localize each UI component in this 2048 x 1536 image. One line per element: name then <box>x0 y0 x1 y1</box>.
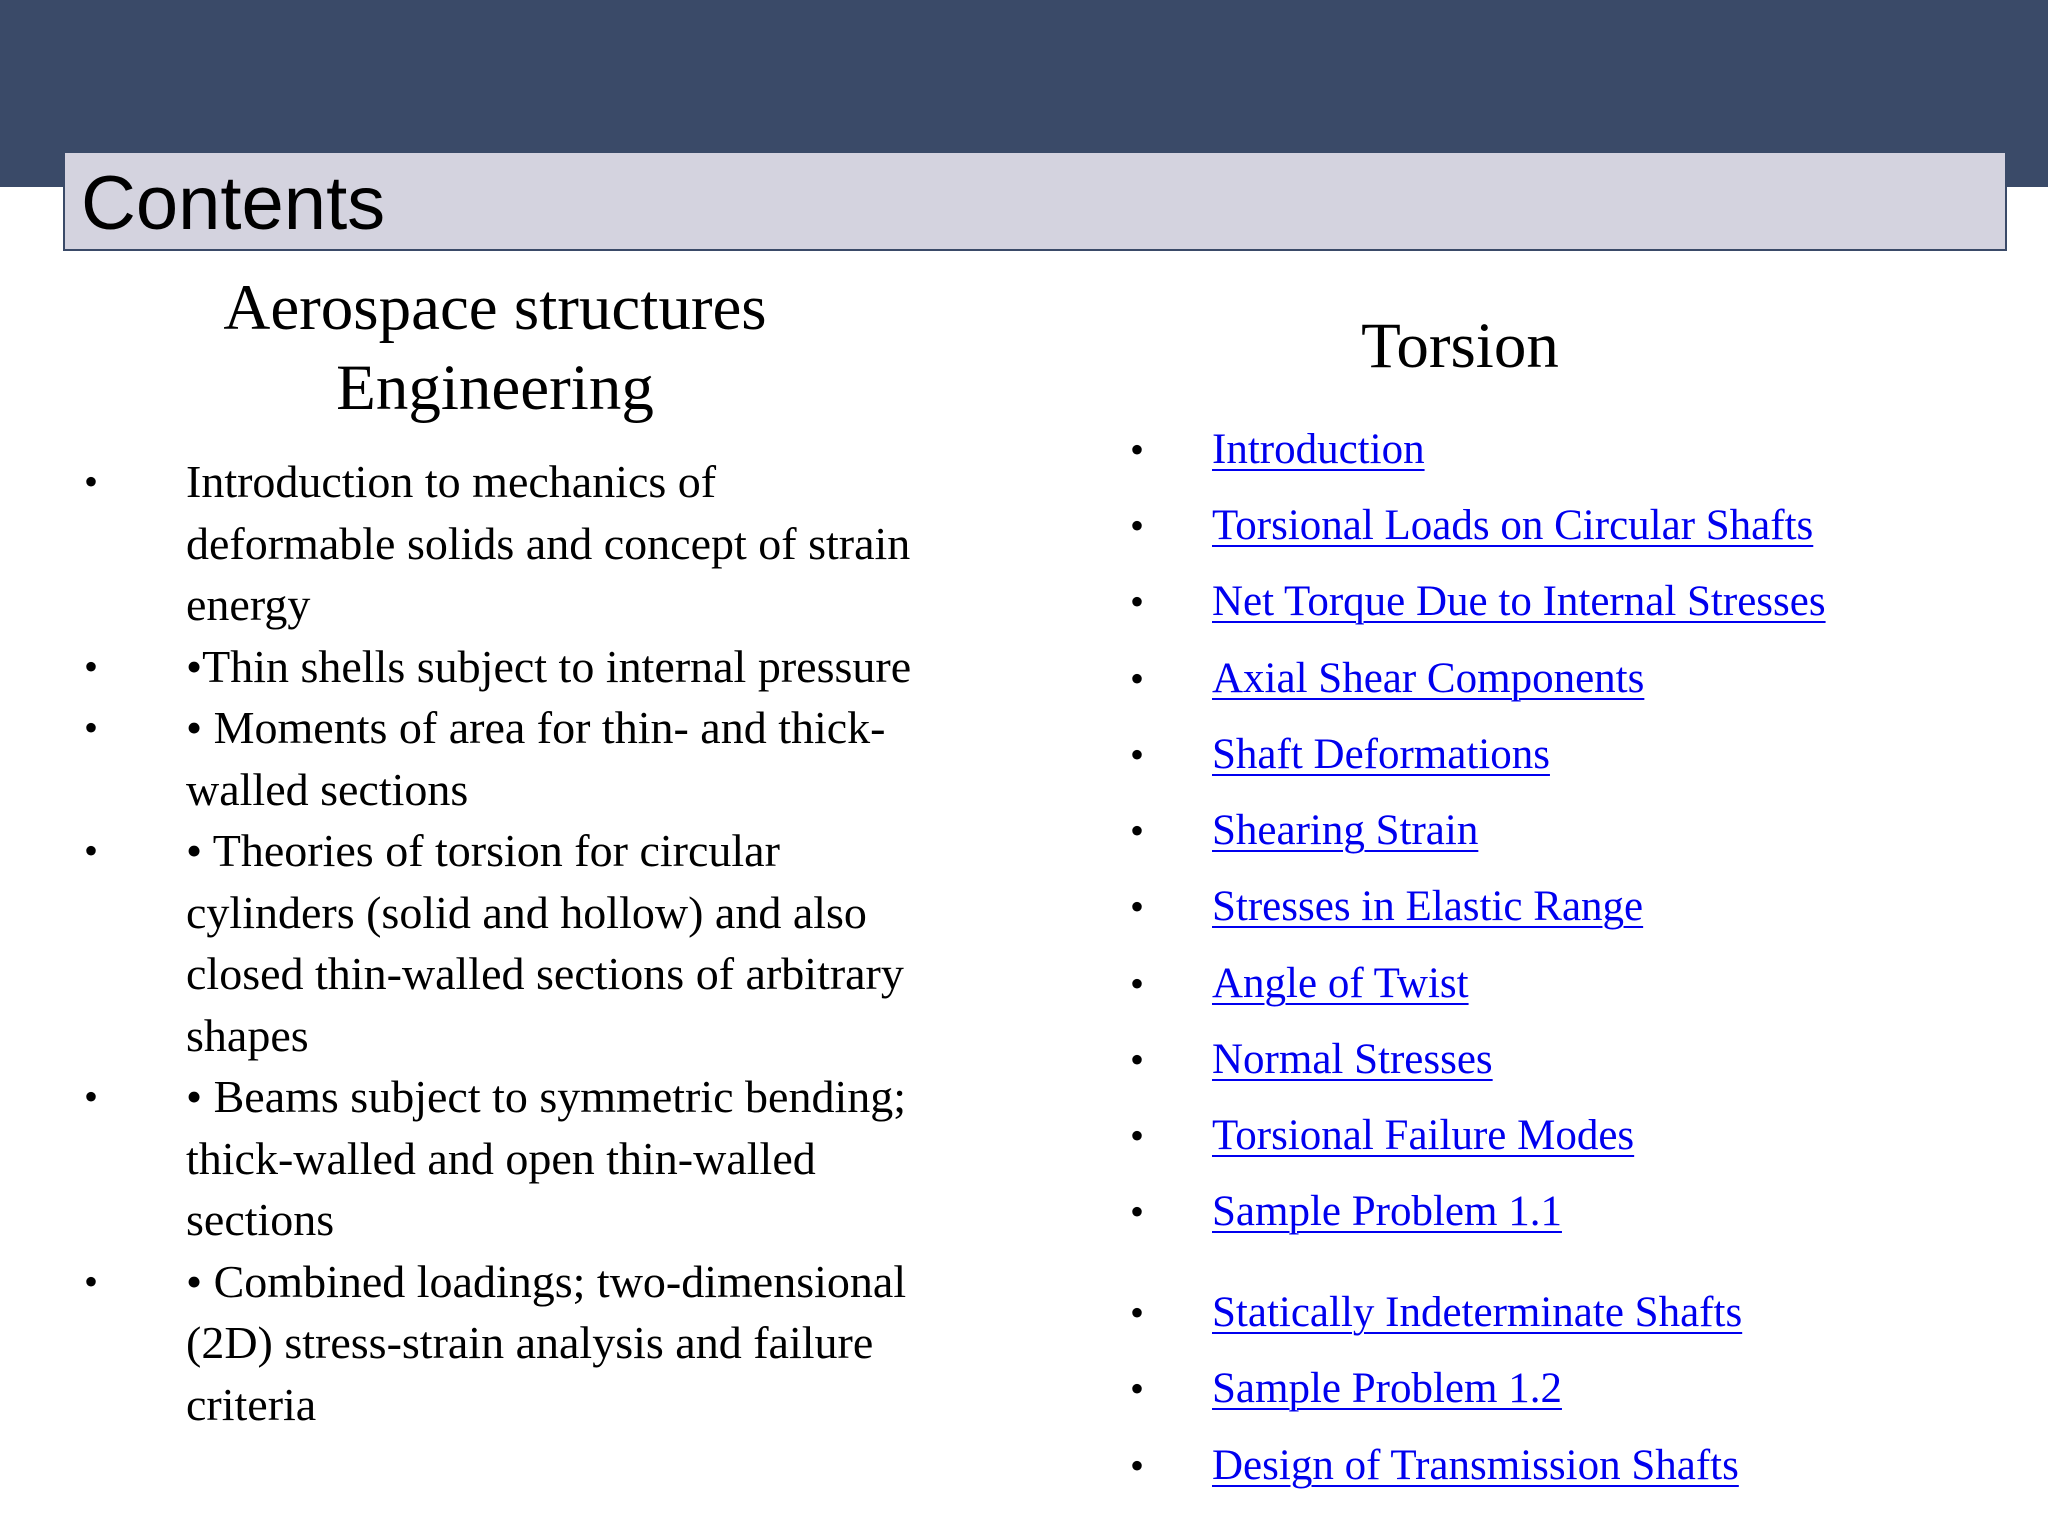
left-heading-line2: Engineering <box>336 352 654 424</box>
link-net-torque[interactable]: Net Torque Due to Internal Stresses <box>1212 578 1826 625</box>
link-axial-shear[interactable]: Axial Shear Components <box>1212 655 1645 702</box>
left-column-heading <box>80 268 910 428</box>
bullet: • <box>1130 1290 1145 1335</box>
bullet: • <box>1130 1443 1145 1488</box>
bullet: • <box>1130 656 1145 701</box>
bullet: • <box>1130 884 1145 929</box>
list-item <box>0 451 936 636</box>
bullet: • <box>1130 808 1145 853</box>
link-sample-problem-1-2[interactable]: Sample Problem 1.2 <box>1212 1365 1562 1412</box>
bullet: • <box>1130 1037 1145 1082</box>
page-title: Contents <box>81 161 386 246</box>
bullet: • <box>84 459 99 504</box>
bullet: • <box>1130 503 1145 548</box>
bullet: • <box>84 643 99 689</box>
link-torsional-loads[interactable]: Torsional Loads on Circular Shafts <box>1212 502 1814 549</box>
link-sample-problem-1-1[interactable]: Sample Problem 1.1 <box>1212 1188 1562 1235</box>
list-item <box>0 1251 936 1436</box>
link-design-transmission-shafts[interactable]: Design of Transmission Shafts <box>1212 1442 1739 1489</box>
list-item <box>0 697 936 820</box>
course-topics-list <box>0 451 936 1435</box>
bullet: • <box>1130 961 1145 1006</box>
link-statically-indeterminate[interactable]: Statically Indeterminate Shafts <box>1212 1289 1743 1336</box>
link-torsional-failure-modes[interactable]: Torsional Failure Modes <box>1212 1112 1635 1159</box>
list-item-text: • Combined loadings; two-dimensional (2D) stress-strain analysis and failure criteria <box>186 1255 907 1430</box>
bullet: • <box>1130 1366 1145 1411</box>
bullet: • <box>84 1074 99 1119</box>
list-item-text: • Theories of torsion for circular cylinders (solid and hollow) and also closed thin-walled sections of arbitrary shapes <box>186 825 904 1061</box>
bullet: • <box>1130 732 1145 777</box>
list-item-text: Introduction to mechanics of deformable solids and concept of strain energy <box>186 456 911 630</box>
list-item <box>0 820 936 1066</box>
list-item <box>0 636 936 698</box>
list-item-text: •Thin shells subject to internal pressure <box>186 640 912 692</box>
bullet: • <box>84 1258 99 1304</box>
link-shaft-deformations[interactable]: Shaft Deformations <box>1212 731 1550 778</box>
bullet: • <box>1130 1113 1145 1158</box>
list-item <box>0 1066 936 1251</box>
list-item-text: • Moments of area for thin- and thick-walled sections <box>186 702 886 815</box>
bullet: • <box>84 828 99 873</box>
bullet: • <box>84 705 99 750</box>
link-shearing-strain[interactable]: Shearing Strain <box>1212 807 1479 854</box>
link-introduction[interactable]: Introduction <box>1212 426 1425 473</box>
bullet: • <box>1130 1189 1145 1234</box>
bullet: • <box>1130 427 1145 472</box>
list-item-text: • Beams subject to symmetric bending; thick-walled and open thin-walled sections <box>186 1071 907 1245</box>
left-heading-line1: Aerospace structures <box>223 272 767 344</box>
title-bar <box>63 151 2007 251</box>
link-angle-of-twist[interactable]: Angle of Twist <box>1212 960 1469 1007</box>
right-column-heading: Torsion <box>1361 310 1559 382</box>
link-normal-stresses[interactable]: Normal Stresses <box>1212 1036 1493 1083</box>
bullet: • <box>1130 579 1145 624</box>
link-stresses-elastic-range[interactable]: Stresses in Elastic Range <box>1212 883 1644 930</box>
